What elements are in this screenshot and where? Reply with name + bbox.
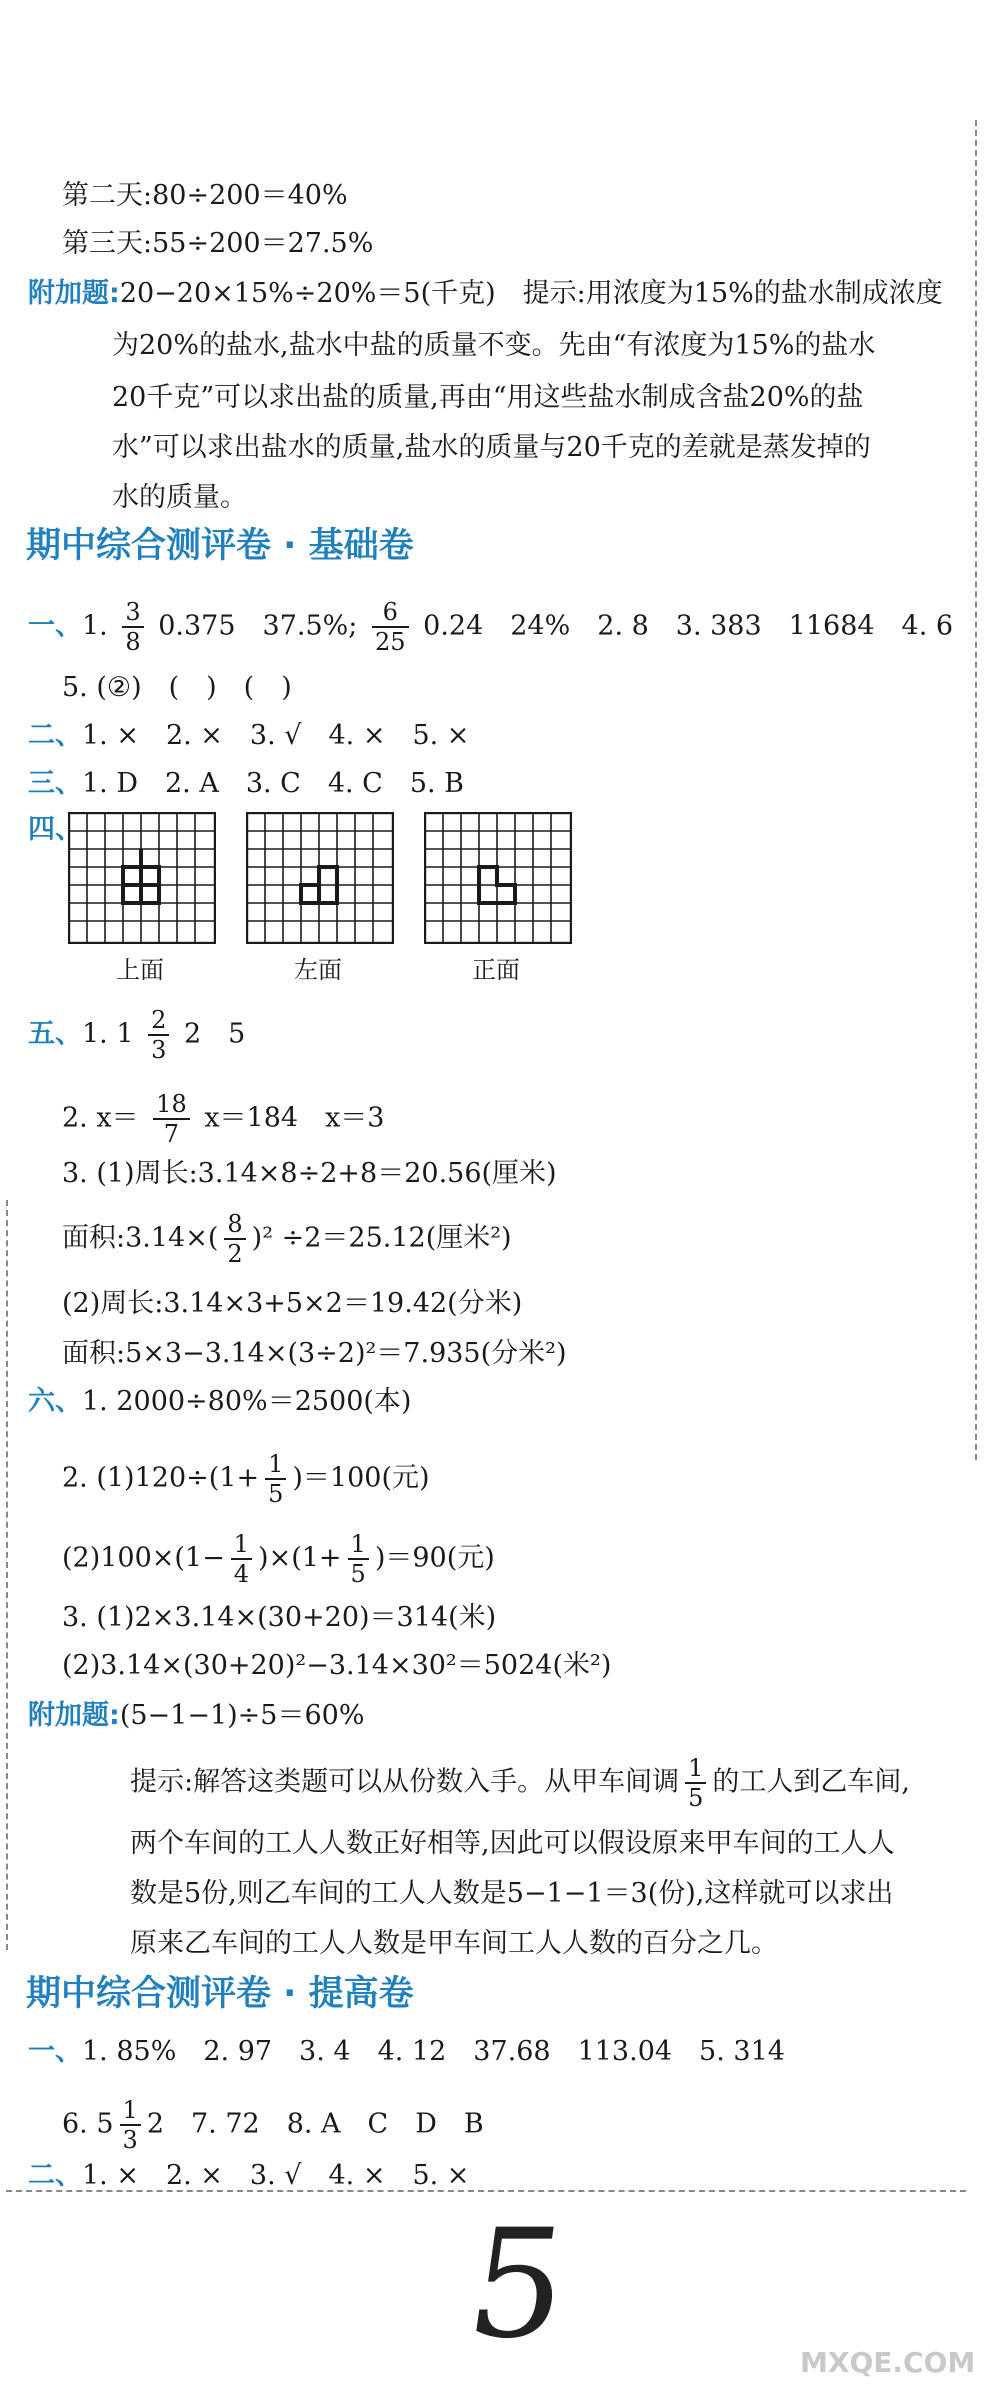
fraction [224,1210,245,1268]
text-line: 第三天:55÷200＝27.5% [62,228,374,259]
answer-line [62,1090,384,1148]
fraction [122,598,143,656]
part-label: 六、 [28,1386,82,1417]
answer-line: 3. (1)2×3.14×(30+20)＝314(米) [62,1602,497,1633]
answer-line: (2)周长:3.14×3+5×2＝19.42(分米) [62,1288,523,1319]
grid-left-view [246,812,394,944]
answer-line [28,718,469,754]
fraction [348,1530,369,1588]
part-label: 二、 [28,720,82,751]
hint-text: 的工人到乙车间, [712,1766,910,1798]
answer-text: )×(1+ [258,1542,342,1574]
answer-text: x＝184 x＝3 [204,1102,385,1134]
denominator: 3 [151,1036,167,1064]
grid-top-view [68,812,216,944]
denominator: 5 [350,1560,366,1588]
answer-text: )＝90(元) [374,1542,495,1574]
fraction [231,1530,252,1588]
numerator: 8 [224,1210,245,1240]
hint-line: 两个车间的工人人数正好相等,因此可以假设原来甲车间的工人人 [130,1828,895,1859]
answer-text: 6. 5 [62,2108,114,2140]
answer-line [62,2096,484,2154]
answer-line [28,766,464,802]
answer-text: 1. 1 [82,1018,134,1050]
watermark: MXQE.COM [800,2346,976,2379]
answer-text: 面积:3.14×( [62,1222,219,1254]
fraction [685,1754,706,1812]
grid-label-left: 左面 [294,956,342,984]
text-line: 水的质量。 [112,482,247,513]
answer-line [62,1450,430,1508]
answer-text: )² ÷2＝25.12(厘米²) [251,1222,512,1254]
part-label: 二、 [28,2160,82,2191]
denominator: 7 [163,1120,180,1148]
numerator: 1 [265,1450,286,1480]
answer-text: 1. 2000÷80%＝2500(本) [82,1386,412,1417]
answer-line: 5. (②) ( ) ( ) [62,672,292,703]
denominator: 5 [268,1480,284,1508]
grid-label-top: 上面 [116,956,164,984]
text-line: 为20%的盐水,盐水中盐的质量不变。先由“有浓度为15%的盐水 [112,330,876,361]
hint-text: 提示:解答这类题可以从份数入手。从甲车间调 [130,1766,680,1798]
answer-text: 1. × 2. × 3. √ 4. × 5. × [82,720,470,751]
answer-line [28,2034,785,2070]
section-title-advanced: 期中综合测评卷 · 提高卷 [26,1974,414,2014]
answer-text: 1. D 2. A 3. C 4. C 5. B [82,768,465,799]
part-label: 三、 [28,768,82,799]
answer-text: 1. × 2. × 3. √ 4. × 5. × [82,2160,470,2191]
text-line: 第二天:80÷200＝40% [62,180,348,211]
answer-text: 0.375 37.5%; [158,610,358,642]
bonus-label: 附加题: [28,278,120,309]
bonus-text: 20−20×15%÷20%＝5(千克) 提示:用浓度为15%的盐水制成浓度 [119,278,943,309]
answer-line [28,1006,245,1064]
part-label: 一、 [28,610,82,642]
text-line: 20千克”可以求出盐的质量,再由“用这些盐水制成含盐20%的盐 [112,382,864,413]
numerator: 1 [120,2096,141,2126]
left-margin-dashed-line [6,1200,8,1950]
part-label: 五、 [28,1018,82,1050]
bonus-text: (5−1−1)÷5＝60% [119,1700,365,1731]
section-title-basic: 期中综合测评卷 · 基础卷 [26,526,414,566]
answer-text: 1. [82,610,108,642]
bonus-line [28,276,943,312]
bonus-line [28,1698,364,1734]
answer-text: 0.24 24% 2. 8 3. 383 11684 4. 6 [423,610,954,642]
fraction [372,598,409,656]
grid-front-view [424,812,572,944]
grid-label-front: 正面 [472,956,520,984]
bonus-label: 附加题: [28,1700,120,1731]
answer-text: 2. (1)120÷(1+ [62,1462,260,1494]
denominator: 5 [688,1784,704,1812]
answer-line: (2)3.14×(30+20)²−3.14×30²＝5024(米²) [62,1650,612,1681]
denominator: 25 [375,628,406,656]
answer-text: (2)100×(1− [62,1542,225,1574]
answer-line: 3. (1)周长:3.14×8÷2+8＝20.56(厘米) [62,1158,557,1189]
numerator: 1 [231,1530,252,1560]
numerator: 2 [148,1006,169,1036]
denominator: 8 [125,628,141,656]
numerator: 1 [348,1530,369,1560]
numerator: 18 [153,1090,190,1120]
numerator: 3 [122,598,143,628]
numerator: 6 [372,598,409,628]
numerator: 1 [685,1754,706,1784]
answer-text: )＝100(元) [292,1462,430,1494]
fraction [265,1450,286,1508]
answer-line [62,1210,512,1268]
hint-line [130,1754,910,1812]
answer-text: 2. x＝ [62,1102,139,1134]
part-label: 四、 [28,814,82,845]
fraction [153,1090,190,1148]
hint-line: 原来乙车间的工人人数是甲车间工人人数的百分之几。 [130,1928,778,1959]
right-margin-dashed-line [975,120,977,1460]
answer-line: 面积:5×3−3.14×(3÷2)²＝7.935(分米²) [62,1338,567,1369]
answer-line [28,2158,469,2194]
text-line: 水”可以求出盐水的质量,盐水的质量与20千克的差就是蒸发掉的 [112,432,871,463]
answer-text: 2 7. 72 8. A C D B [146,2108,484,2140]
denominator: 4 [233,1560,250,1588]
denominator: 2 [227,1240,243,1268]
fraction [120,2096,141,2154]
handwritten-page-number: 5 [457,2198,578,2372]
answer-line [28,598,953,656]
answer-text: 2 5 [184,1018,246,1050]
answer-line [28,1384,411,1420]
answer-text: 1. 85% 2. 97 3. 4 4. 12 37.68 113.04 5. 314 [82,2036,785,2067]
hint-line: 数是5份,则乙车间的工人人数是5−1−1＝3(份),这样就可以求出 [130,1878,894,1909]
answer-line [62,1530,495,1588]
denominator: 3 [122,2126,138,2154]
fraction [148,1006,169,1064]
part-label: 一、 [28,2036,82,2067]
